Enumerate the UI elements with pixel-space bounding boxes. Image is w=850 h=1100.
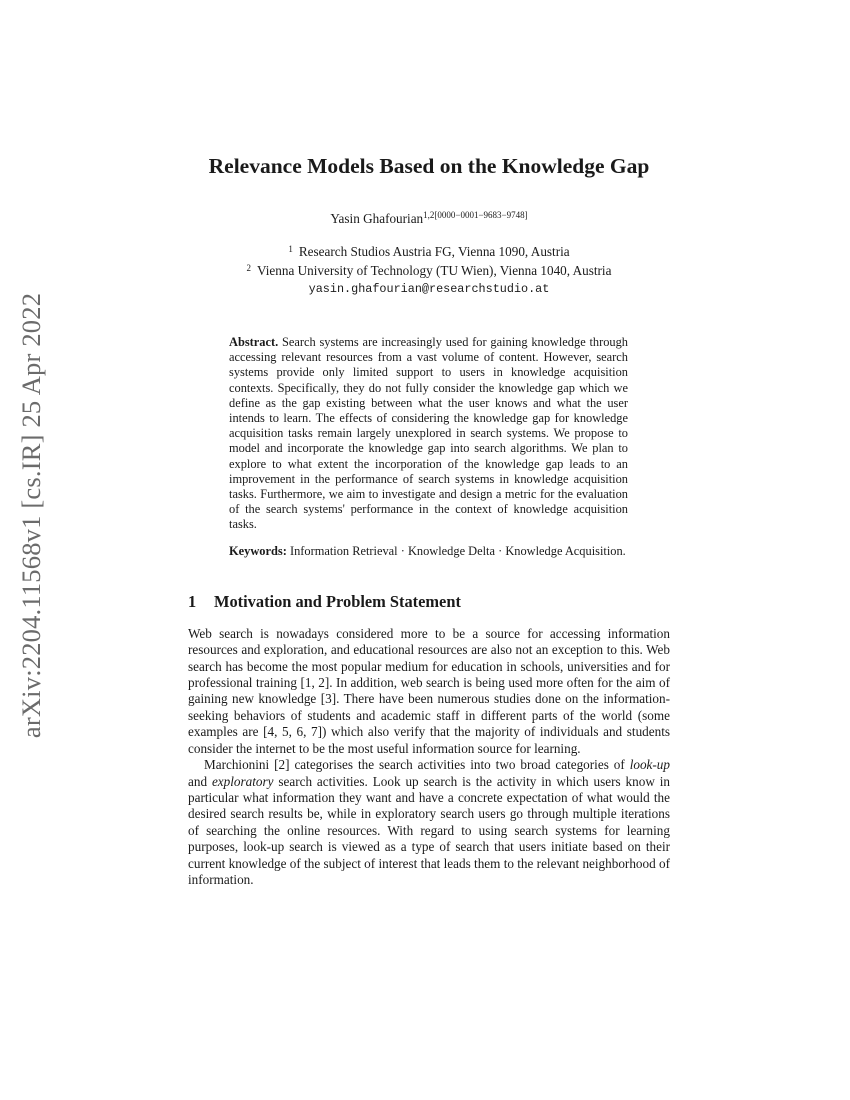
affiliation-2 bbox=[188, 260, 670, 279]
para2-pre: Marchionini [2] categorises the search activities into two broad categories of bbox=[204, 757, 630, 773]
abstract bbox=[229, 335, 628, 533]
affiliation-1 bbox=[188, 241, 670, 260]
author-email bbox=[188, 279, 670, 298]
affiliation-2-text: Vienna University of Technology (TU Wien), Vienna 1040, Austria bbox=[257, 263, 612, 278]
paper-page bbox=[188, 152, 670, 888]
para2-mid: and bbox=[188, 773, 212, 789]
body-paragraph-2 bbox=[188, 757, 670, 888]
keywords bbox=[229, 544, 628, 559]
affiliation-1-text: Research Studios Austria FG, Vienna 1090, Austria bbox=[298, 244, 570, 259]
affiliation-1-marker: 1 bbox=[288, 244, 293, 254]
affiliations bbox=[188, 241, 670, 298]
arxiv-identifier-text: arXiv:2204.11568v1 [cs.IR] 25 Apr 2022 bbox=[16, 292, 47, 738]
abstract-text: Search systems are increasingly used for gaining knowledge through accessing relevant resources from a vast volume of content. However, search systems provide only limited support to users in knowledge acquisition contexts. Specifically, they do not fully consider the knowledge gap which we define as the gap existing between what the user knows and what the user intends to learn. The effects of considering the knowledge gap for knowledge acquisition tasks remain largely unexplored in search systems. We propose to model and incorporate the knowledge gap into search algorithms. We plan to explore to what extent the incorporation of the knowledge gap leads to an improvement in the performance of search systems in knowledge acquisition tasks. Furthermore, we aim to investigate and design a metric for the evaluation of the search systems' performance in the context of knowledge acquisition tasks. bbox=[229, 335, 628, 532]
para2-emphasis-exploratory: exploratory bbox=[211, 773, 274, 789]
para2-post: search activities. Look up search is the activity in which users know in particular what information they want and have a concrete expectation of what would the desired search results be, while in exploratory search users go through multiple iterations of searching the online resources. With regard to using search systems for learning purposes, look-up search is viewed as a type of search that users initiate based on their current knowledge of the subject of interest that leads them to the relevant neighborhood of information. bbox=[188, 773, 670, 887]
body-paragraph-1: Web search is nowadays considered more to be a source for accessing information resources and exploration, and educational resources are also not an exception to this. Web search has become the most popular medium for education in schools, universities and for professional training [1, 2]. In addition, web search is being used more often for the aim of gaining new knowledge [3]. There have been numerous studies done on the information-seeking behaviors of students and academic staff in different parts of the world (some examples are [4, 5, 6, 7]) which also verify that the majority of individuals and students consider the internet to be the most useful information source for learning. bbox=[188, 625, 670, 756]
keywords-label: Keywords: bbox=[229, 543, 287, 558]
keywords-text: Information Retrieval · Knowledge Delta · Knowledge Acquisition. bbox=[289, 543, 626, 558]
author-superscript: 1,2[0000−0001−9683−9748] bbox=[423, 210, 528, 220]
author-email-text: yasin.ghafourian@researchstudio.at bbox=[308, 282, 550, 296]
affiliation-2-marker: 2 bbox=[246, 263, 252, 273]
abstract-label: Abstract. bbox=[229, 335, 279, 349]
author-line bbox=[188, 206, 670, 228]
section-number: 1 bbox=[188, 591, 197, 611]
para2-emphasis-look-up: look-up bbox=[629, 757, 670, 773]
section-heading bbox=[188, 591, 670, 613]
author-name: Yasin Ghafourian bbox=[330, 211, 424, 226]
section-title: Motivation and Problem Statement bbox=[214, 591, 461, 611]
paper-title: Relevance Models Based on the Knowledge Gap bbox=[208, 154, 650, 178]
arxiv-identifier-stamp bbox=[8, 275, 56, 755]
